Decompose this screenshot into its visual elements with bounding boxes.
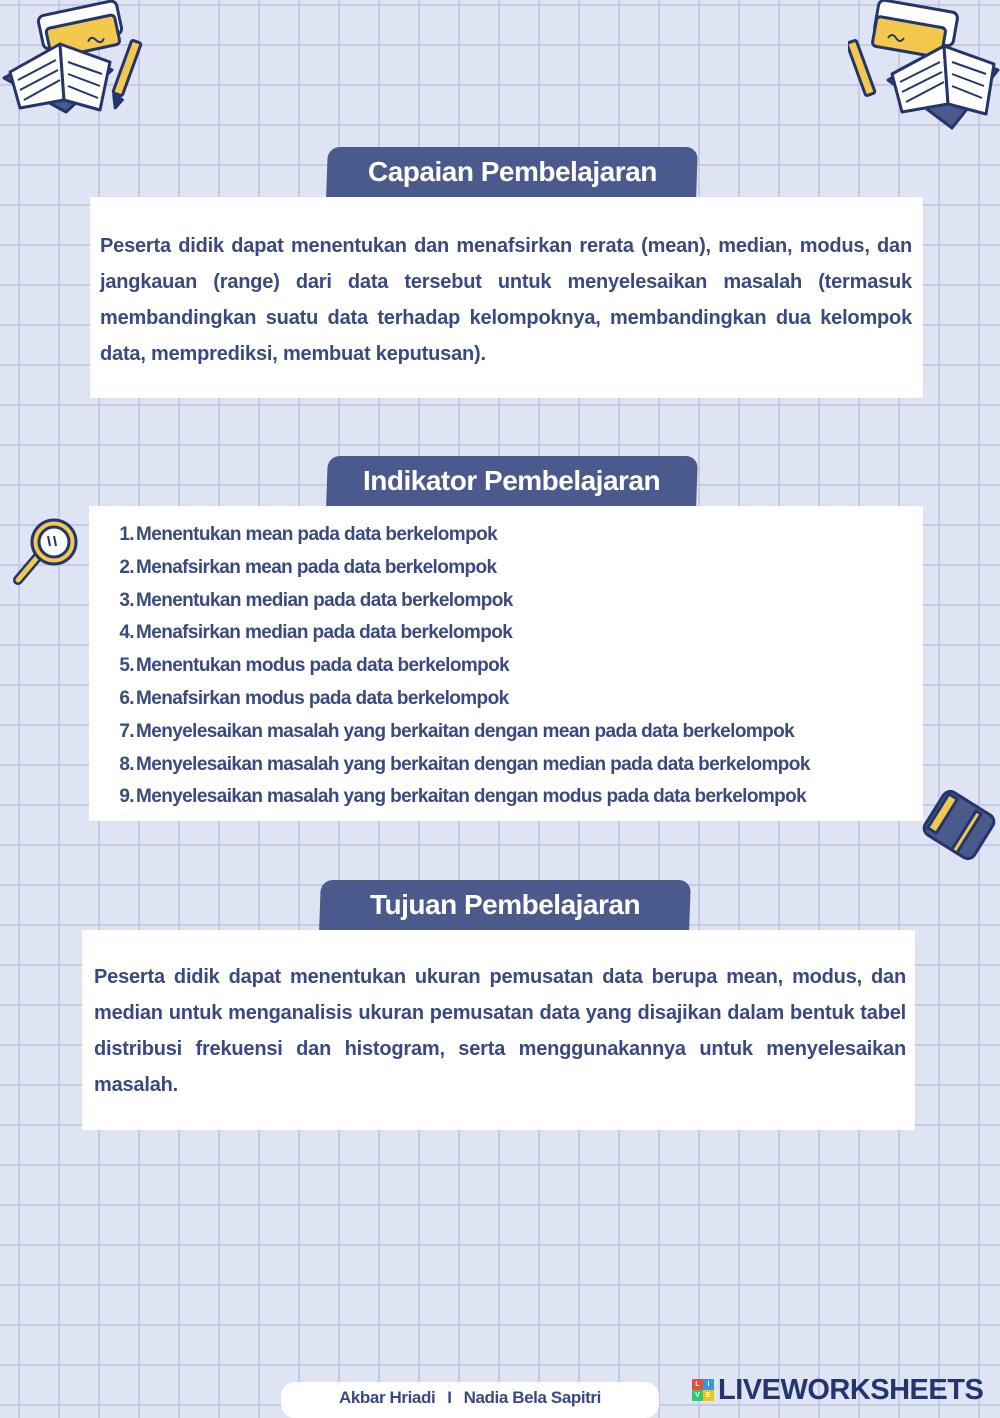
- list-item: [116, 781, 810, 814]
- list-item-number: 1.: [119, 524, 134, 545]
- indikator-list: [116, 519, 810, 814]
- tujuan-text: Peserta didik dapat menentukan ukuran pemusatan data berupa mean, modus, dan median untuk menganalisis ukuran pemusatan data yang disajikan dalam bentuk tabel distribusi frekuensi dan histogram, serta menggunakannya untuk menyelesaikan masalah.: [94, 966, 906, 1096]
- indikator-title: Indikator Pembelajaran: [363, 465, 661, 496]
- capaian-title-banner: [326, 147, 698, 197]
- list-item-text: Menyelesaikan masalah yang berkaitan dengan median pada data berkelompok: [136, 753, 810, 775]
- list-item-text: Menafsirkan mean pada data berkelompok: [136, 556, 497, 578]
- list-item-number: 2.: [119, 556, 134, 578]
- list-item-number: 6.: [119, 687, 134, 709]
- list-item-text: Menafsirkan modus pada data berkelompok: [136, 687, 509, 709]
- list-item: [116, 716, 810, 749]
- list-item-number: 7.: [119, 720, 134, 742]
- list-item-number: 5.: [119, 655, 134, 677]
- list-item: [116, 749, 810, 782]
- list-item-text: Menafsirkan median pada data berkelompok: [136, 622, 513, 644]
- author-name: Akbar Hriadi: [339, 1388, 436, 1407]
- list-item-text: Menyelesaikan masalah yang berkaitan dengan modus pada data berkelompok: [136, 786, 807, 808]
- notebook-icon: [916, 788, 1000, 868]
- list-item-number: 3.: [119, 589, 134, 611]
- tujuan-title-banner: [319, 880, 691, 930]
- open-book-and-pencil-icon: [848, 0, 1000, 140]
- list-item: [116, 650, 810, 683]
- capaian-title: Capaian Pembelajaran: [367, 156, 657, 187]
- list-item: [116, 552, 810, 585]
- list-item-text: Menyelesaikan masalah yang berkaitan dengan mean pada data berkelompok: [136, 720, 795, 742]
- liveworksheets-cube-icon: [692, 1379, 714, 1401]
- list-item: [116, 519, 810, 552]
- list-item-text: Menentukan mean pada data berkelompok: [136, 524, 498, 545]
- liveworksheets-logo[interactable]: [692, 1375, 983, 1405]
- open-book-and-pencil-icon: [0, 0, 160, 130]
- cube-letter: E: [703, 1390, 714, 1401]
- author-separator: I: [447, 1388, 452, 1407]
- list-item-number: 9.: [119, 786, 134, 808]
- indikator-title-banner: [326, 456, 698, 506]
- cube-letter: V: [692, 1390, 703, 1401]
- liveworksheets-logo-text: LIVEWORKSHEETS: [718, 1373, 984, 1406]
- list-item: [116, 683, 810, 716]
- list-item-text: Menentukan median pada data berkelompok: [136, 589, 513, 611]
- magnifying-glass-icon: [10, 514, 80, 588]
- capaian-text: Peserta didik dapat menentukan dan menafsirkan rerata (mean), median, modus, dan jangkauan (range) dari data tersebut untuk menyelesaikan masalah (termasuk membandingkan suatu data terhadap kelompoknya, membandingkan dua kelompok data, memprediksi, membuat keputusan).: [100, 235, 912, 365]
- cube-letter: L: [692, 1379, 703, 1390]
- tujuan-title: Tujuan Pembelajaran: [369, 889, 641, 920]
- list-item: [116, 585, 810, 618]
- author-name: Nadia Bela Sapitri: [463, 1388, 601, 1407]
- cube-letter: I: [703, 1379, 714, 1390]
- author-credits: [281, 1382, 659, 1418]
- list-item-text: Menentukan modus pada data berkelompok: [136, 655, 510, 677]
- list-item: [116, 617, 810, 650]
- list-item-number: 8.: [119, 753, 134, 775]
- list-item-number: 4.: [119, 622, 134, 644]
